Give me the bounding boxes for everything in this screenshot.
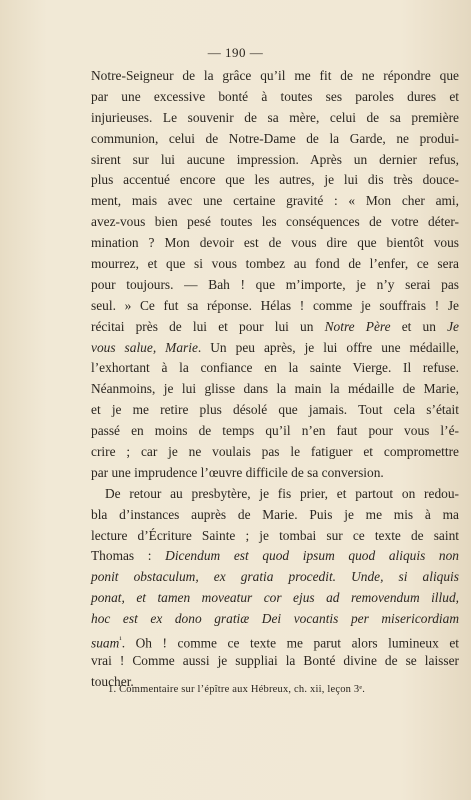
footnote: 1. Commentaire sur l’épître aux Hébreux, ch. xii, leçon 3ᵉ. (108, 684, 366, 695)
text-line (91, 630, 459, 651)
text-line: l’exhortant à la confiance en la sainte Vierge. Il refuse. (91, 360, 459, 376)
text-line: toucher. (91, 673, 134, 689)
text-line: ment, mais avec une certaine gravité : « Mon cher ami, (91, 193, 459, 209)
text-line: crire ; car je ne voulais pas le fatiguer et compromettre (91, 444, 459, 460)
italic-segment: ponit obstaculum, ex gratia procedit. Unde, si aliquis (91, 569, 459, 585)
text-line (91, 567, 459, 588)
body-text (91, 66, 459, 693)
text-segment: . Oh ! comme ce texte me parut alors lumineux et (121, 635, 459, 651)
text-line (91, 609, 459, 630)
footnote-marker: ¹ (119, 635, 122, 645)
text-line: pour toujours. — Bah ! que m’importe, je n’y serai pas (91, 276, 459, 292)
text-line: mourrez, et que si vous tombez au fond de l’enfer, ce sera (91, 256, 459, 272)
text-line: Néanmoins, je lui glisse dans la main la médaille de Marie, (91, 381, 459, 397)
text-line (91, 338, 459, 359)
paragraph-2 (91, 484, 459, 693)
text-line (91, 546, 459, 567)
text-line: lecture d’Écriture Sainte ; je tombai sur ce texte de saint (91, 527, 459, 543)
text-segment: . Un peu après, je lui offre une médaille, (197, 339, 459, 355)
italic-segment: suam (91, 635, 120, 651)
text-line: vrai ! Comme aussi je suppliai la Bonté divine de se laisser (91, 652, 459, 668)
text-line: seul. » Ce fut sa réponse. Hélas ! comme je souffrais ! Je (91, 297, 459, 313)
paragraph-1 (91, 66, 459, 484)
italic-segment: vous salue, Marie (91, 339, 198, 355)
italic-segment: Notre Père (324, 318, 391, 334)
text-segment: et un (390, 318, 448, 334)
text-line: sirent sur lui aucune impression. Après un dernier refus, (91, 151, 459, 167)
text-line: injurieuses. Le souvenir de sa mère, celui de sa première (91, 109, 459, 125)
text-line: plus accentué encore que les autres, je lui dis très douce- (91, 172, 459, 188)
text-line: par une excessive bonté à toutes ses paroles dures et (91, 88, 459, 104)
text-line: bla d’instances auprès de Marie. Puis je me mis à ma (91, 506, 459, 522)
text-line: et je me retire plus désolé que jamais. Tout cela s’était (91, 402, 459, 418)
text-line: Notre-Seigneur de la grâce qu’il me fit de ne répondre que (91, 68, 459, 83)
page-number: — 190 — (207, 45, 264, 60)
text-line: communion, celui de Notre-Dame de la Garde, ne produi- (91, 130, 459, 146)
italic-segment: Je (447, 318, 459, 334)
italic-segment: Dicendum est quod ipsum quod aliquis non (165, 548, 460, 564)
text-line (91, 588, 459, 609)
text-line: passé en moins de temps qu’il n’en faut pour vous l’é- (91, 423, 459, 439)
italic-segment: ponat, et tamen moveatur cor ejus ad removendum illud, (91, 590, 459, 606)
text-line: par une imprudence l’œuvre difficile de sa conversion. (91, 464, 384, 480)
italic-segment: hoc est ex dono gratiæ Dei vocantis per misericordiam (91, 611, 459, 627)
text-line: mination ? Mon devoir est de vous dire que bientôt vous (91, 235, 459, 251)
text-segment: récitai près de lui et pour lui un (91, 318, 325, 334)
text-segment: Thomas : (91, 548, 166, 564)
text-line: De retour au presbytère, je fis prier, et partout on redou- (105, 485, 459, 501)
text-line: avez-vous bien pesé toutes les conséquences de votre déter- (91, 214, 459, 230)
text-line (91, 317, 459, 338)
